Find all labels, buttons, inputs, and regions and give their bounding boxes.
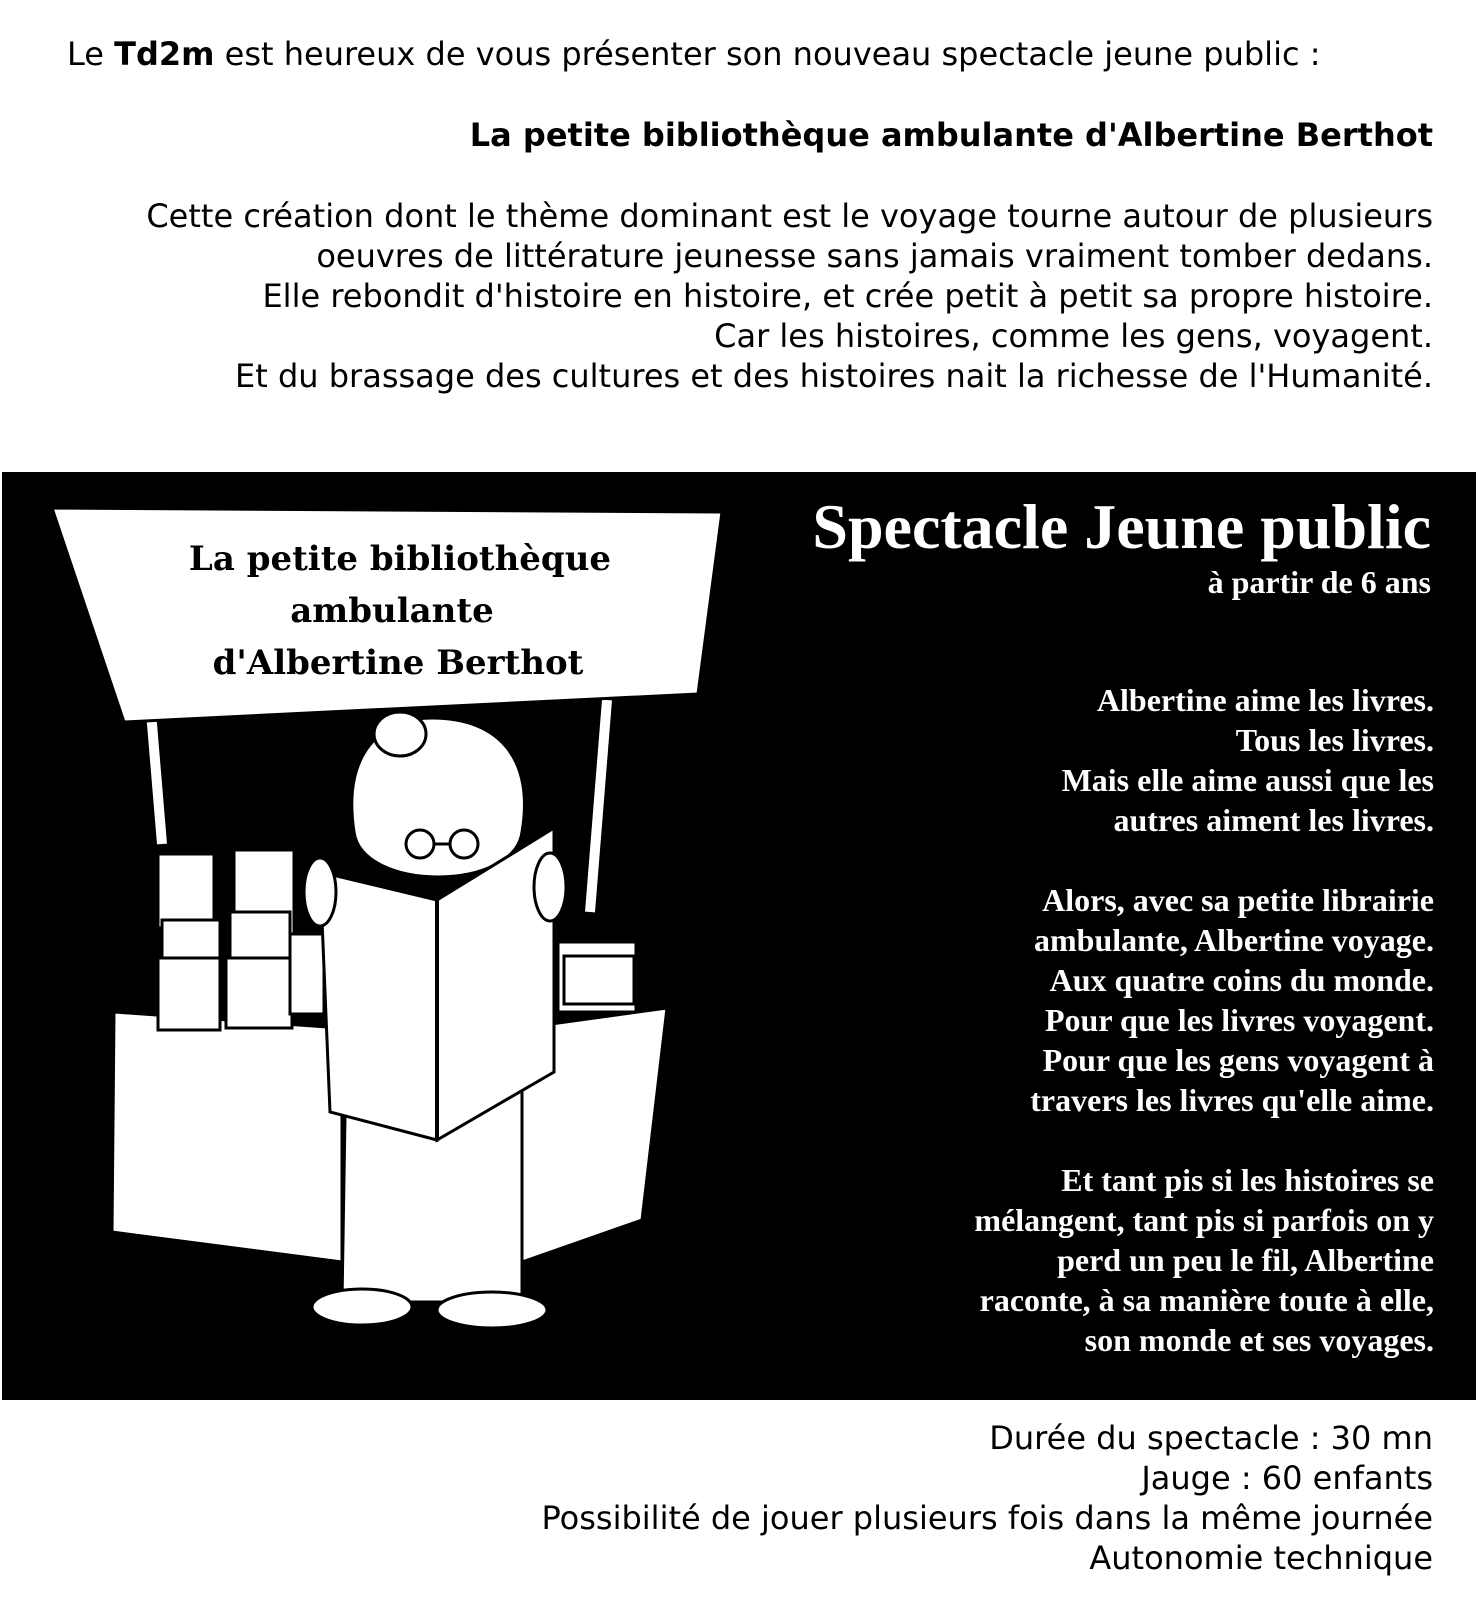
description — [146, 196, 1433, 396]
paragraph-line: Mais elle aime aussi que les — [1061, 762, 1434, 798]
description-line: Et du brassage des cultures et des histoires nait la richesse de l'Humanité. — [235, 357, 1433, 395]
age-range: à partir de 6 ans — [1207, 564, 1431, 600]
paragraph — [974, 880, 1434, 1120]
description-line: Car les histoires, comme les gens, voyagent. — [714, 317, 1433, 355]
paragraph-line: raconte, à sa manière toute à elle, — [979, 1282, 1434, 1318]
paragraph-line: ambulante, Albertine voyage. — [1034, 922, 1434, 958]
description-line: Elle rebondit d'histoire en histoire, et crée petit à petit sa propre histoire. — [262, 277, 1433, 315]
paragraph-line: autres aiment les livres. — [1113, 802, 1434, 838]
paragraph-line: Et tant pis si les histoires se — [1061, 1162, 1434, 1198]
paragraph-line: Pour que les gens voyagent à — [1042, 1042, 1434, 1078]
sign-line: La petite bibliothèque — [188, 539, 612, 579]
paragraph-line: Albertine aime les livres. — [1096, 682, 1434, 718]
panel-title: Spectacle Jeune public — [812, 491, 1431, 562]
sign-line: d'Albertine Berthot — [212, 643, 584, 683]
intro-prefix: Le — [67, 35, 104, 73]
paragraph — [974, 1160, 1434, 1360]
paragraph-line: Alors, avec sa petite librairie — [1042, 882, 1434, 918]
description-line: oeuvres de littérature jeunesse sans jamais vraiment tomber dedans. — [316, 237, 1433, 275]
books-left — [158, 850, 324, 1030]
technical-autonomy: Autonomie technique — [1089, 1539, 1433, 1577]
bookstand-illustration — [2, 472, 742, 1400]
show-info — [542, 1418, 1434, 1578]
intro-line — [67, 34, 1321, 74]
capacity: Jauge : 60 enfants — [1141, 1459, 1433, 1497]
books-right — [558, 942, 636, 1012]
paragraph-line: Aux quatre coins du monde. — [1049, 962, 1434, 998]
paragraph-line: perd un peu le fil, Albertine — [1057, 1242, 1434, 1278]
description-line: Cette création dont le thème dominant est le voyage tourne autour de plusieurs — [146, 197, 1433, 235]
paragraph-line: Tous les livres. — [1235, 722, 1434, 758]
show-panel — [2, 472, 1476, 1400]
paragraph-line: mélangent, tant pis si parfois on y — [974, 1202, 1434, 1238]
paragraph-line: travers les livres qu'elle aime. — [1030, 1082, 1434, 1118]
intro-suffix: est heureux de vous présenter son nouveau spectacle jeune public : — [224, 35, 1321, 73]
paragraph-line: son monde et ses voyages. — [1084, 1322, 1434, 1358]
paragraph — [974, 680, 1434, 840]
show-title: La petite bibliothèque ambulante d'Albertine Berthot — [469, 116, 1433, 154]
paragraph-line: Pour que les livres voyagent. — [1044, 1002, 1434, 1038]
artist-signature — [599, 1290, 656, 1312]
stall-box — [112, 1012, 342, 1262]
multiple-shows: Possibilité de jouer plusieurs fois dans la même journée — [541, 1499, 1433, 1537]
duration: Durée du spectacle : 30 mn — [989, 1419, 1433, 1457]
company-name: Td2m — [114, 35, 215, 73]
sign-line: ambulante — [290, 591, 494, 631]
open-book — [320, 872, 437, 1140]
panel-description — [974, 680, 1434, 1400]
